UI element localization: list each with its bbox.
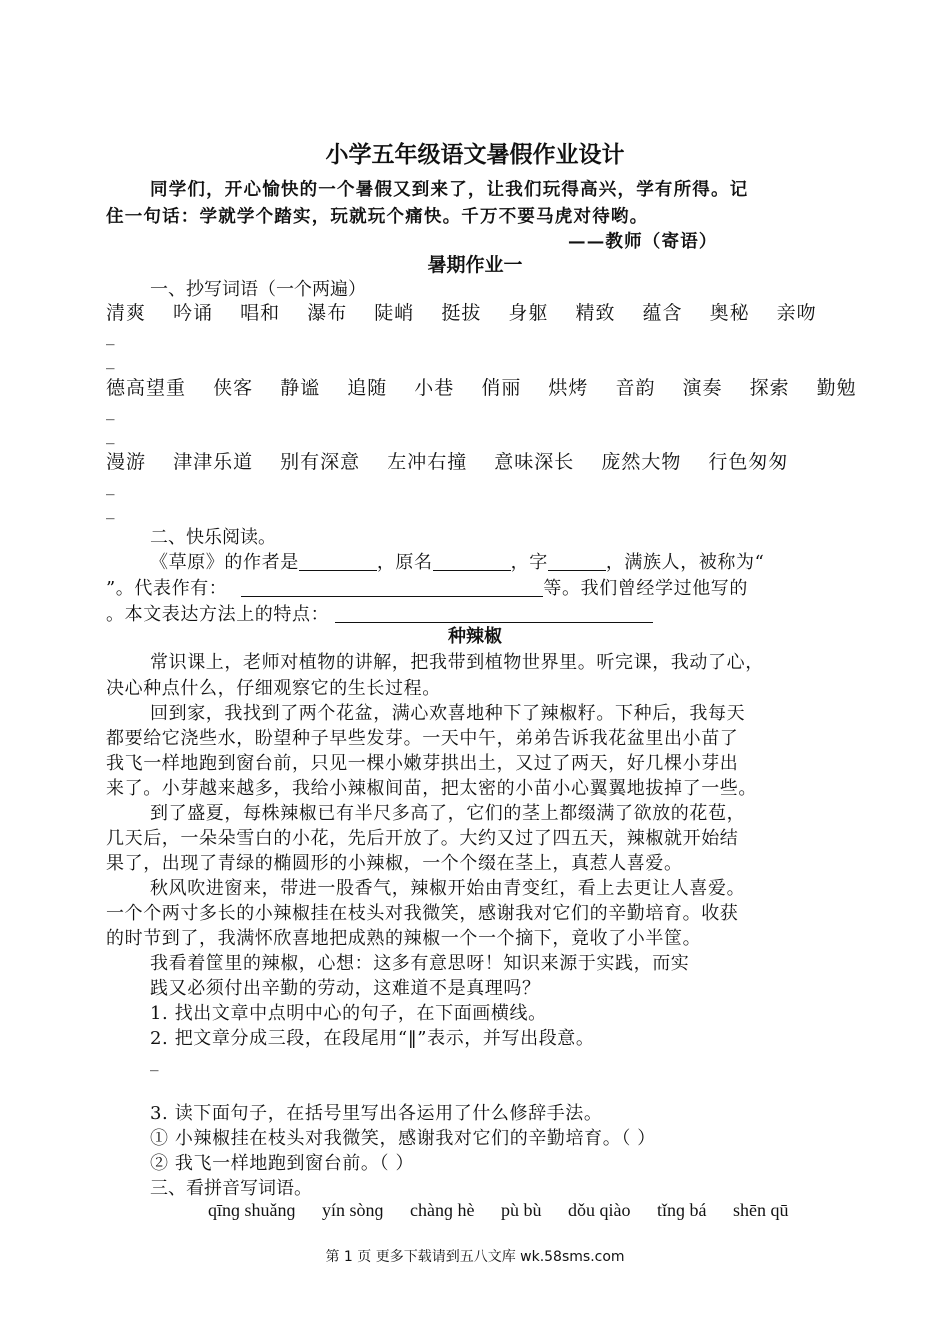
question-text: 等。我们曾经学过他写的	[543, 578, 749, 599]
pinyin-word: pù bù	[500, 1200, 542, 1220]
write-line[interactable]: _	[150, 1052, 159, 1072]
section2-heading: 二、快乐阅读。	[150, 527, 276, 548]
courtesy-name-blank[interactable]	[548, 550, 606, 571]
word: 俏丽	[481, 377, 522, 399]
word-row-3	[106, 447, 808, 474]
question-1: 1. 找出文章中点明中心的句子，在下面画横线。	[150, 1003, 547, 1024]
story-line: 几天后，一朵朵雪白的小花，先后开放了。大约又过了四五天，辣椒就开始结	[106, 828, 739, 849]
write-line[interactable]: _	[106, 401, 115, 421]
word: 德高望重	[106, 377, 187, 399]
word: 奥秘	[709, 302, 750, 324]
story-line: 决心种点什么，仔细观察它的生长过程。	[106, 678, 441, 699]
question-author-line	[150, 548, 764, 574]
question-text: ”。代表作有：	[106, 578, 228, 599]
word: 津津乐道	[173, 451, 254, 473]
word: 勤勉	[816, 377, 857, 399]
question-text: 。本文表达方法上的特点：	[106, 604, 330, 625]
pinyin-word: dǒu qiào	[567, 1200, 631, 1220]
author-blank[interactable]	[299, 550, 377, 571]
word: 意味深长	[494, 451, 575, 473]
story-line: 都要给它浇些水，盼望种子早些发芽。一天中午，弟弟告诉我花盆里出小苗了	[106, 728, 739, 749]
pinyin-word: qīnɡ shuǎnɡ	[208, 1200, 296, 1220]
question-2: 2. 把文章分成三段，在段尾用“‖”表示，并写出段意。	[150, 1028, 595, 1049]
word: 左冲右撞	[387, 451, 468, 473]
story-line: 秋风吹进窗来，带进一股香气，辣椒开始由青变红，看上去更让人喜爱。	[150, 878, 746, 899]
intro-line-1: 同学们，开心愉快的一个暑假又到来了，让我们玩得高兴，学有所得。记	[150, 180, 749, 200]
word: 瀑布	[307, 302, 348, 324]
question-text: ，原名	[376, 552, 433, 573]
word: 静谧	[280, 377, 321, 399]
question-text: ，字	[510, 552, 548, 573]
story-line: 我看着筐里的辣椒，心想：这多有意思呀！知识来源于实践，而实	[150, 953, 690, 974]
word-row-1	[106, 298, 837, 325]
story-line: 常识课上，老师对植物的讲解，把我带到植物世界里。听完课，我动了心，	[150, 652, 764, 673]
story-line: 果了，出现了青绿的椭圆形的小辣椒，一个个缀在茎上，真惹人喜爱。	[106, 853, 683, 874]
write-line[interactable]: _	[106, 476, 115, 496]
word: 行色匆匆	[708, 451, 789, 473]
pinyin-row	[208, 1200, 810, 1221]
word: 蕴含	[642, 302, 683, 324]
word: 别有深意	[280, 451, 361, 473]
word: 探索	[749, 377, 790, 399]
question-text: 《草原》的作者是	[150, 552, 299, 573]
page-footer: 第 1 页 更多下载请到五八文库 wk.58sms.com	[325, 1249, 625, 1265]
word: 精致	[575, 302, 616, 324]
question-text: ，满族人，被称为“	[605, 552, 765, 573]
word: 庞然大物	[601, 451, 682, 473]
word: 挺拔	[441, 302, 482, 324]
feature-blank[interactable]	[335, 602, 653, 623]
write-line[interactable]: _	[106, 326, 115, 346]
question-works-line	[106, 574, 748, 600]
intro-line-2: 住一句话：学就学个踏实，玩就玩个痛快。千万不要马虎对待哟。	[106, 207, 649, 227]
story-line: 践又必须付出辛勤的劳动，这难道不是真理吗？	[150, 978, 541, 999]
story-line: 的时节到了，我满怀欣喜地把成熟的辣椒一个一个摘下，竟收了小半筐。	[106, 928, 702, 949]
write-line[interactable]: _	[106, 500, 115, 520]
pinyin-word: shēn qū	[732, 1200, 789, 1220]
word: 陡峭	[374, 302, 415, 324]
story-line: 到了盛夏，每株辣椒已有半尺多高了，它们的茎上都缀满了欲放的花苞，	[150, 803, 746, 824]
word: 漫游	[106, 451, 147, 473]
story-line: 来了。小芽越来越多，我给小辣椒间苗，把太密的小苗小心翼翼地拔掉了一些。	[106, 778, 757, 799]
pinyin-word: yín sònɡ	[322, 1200, 384, 1220]
original-name-blank[interactable]	[433, 550, 511, 571]
word: 亲吻	[776, 302, 817, 324]
story-line: 一个个两寸多长的小辣椒挂在枝头对我微笑，感谢我对它们的辛勤培育。收获	[106, 903, 739, 924]
story-title: 种辣椒	[448, 626, 502, 647]
word: 清爽	[106, 302, 147, 324]
word: 烘烤	[548, 377, 589, 399]
pinyin-word: tǐnɡ bá	[656, 1200, 707, 1220]
word: 吟诵	[173, 302, 214, 324]
story-line: 我飞一样地跑到窗台前，只见一棵小嫩芽拱出土，又过了两天，好几棵小芽出	[106, 753, 739, 774]
word: 追随	[347, 377, 388, 399]
word: 小巷	[414, 377, 455, 399]
works-blank[interactable]	[241, 576, 543, 597]
word: 演奏	[682, 377, 723, 399]
word-row-2	[106, 373, 877, 400]
teacher-signature: ——教师（寄语）	[568, 232, 718, 252]
word: 侠客	[213, 377, 254, 399]
word: 唱和	[240, 302, 281, 324]
homework-title: 暑期作业一	[427, 254, 523, 276]
page-title: 小学五年级语文暑假作业设计	[325, 141, 625, 168]
write-line[interactable]: _	[106, 350, 115, 370]
story-line: 回到家，我找到了两个花盆，满心欢喜地种下了辣椒籽。下种后，我每天	[150, 703, 746, 724]
pinyin-word: chànɡ hè	[410, 1200, 475, 1220]
word: 音韵	[615, 377, 656, 399]
word: 身躯	[508, 302, 549, 324]
question-3: 3. 读下面句子，在括号里写出各运用了什么修辞手法。	[150, 1103, 603, 1124]
section3-heading: 三、看拼音写词语。	[150, 1178, 312, 1199]
question-3-item-2: ② 我飞一样地跑到窗台前。（ ）	[150, 1153, 415, 1174]
write-line[interactable]: _	[106, 425, 115, 445]
section1-heading: 一、抄写词语（一个两遍）	[150, 279, 366, 300]
question-3-item-1: ① 小辣椒挂在枝头对我微笑，感谢我对它们的辛勤培育。（ ）	[150, 1128, 656, 1149]
